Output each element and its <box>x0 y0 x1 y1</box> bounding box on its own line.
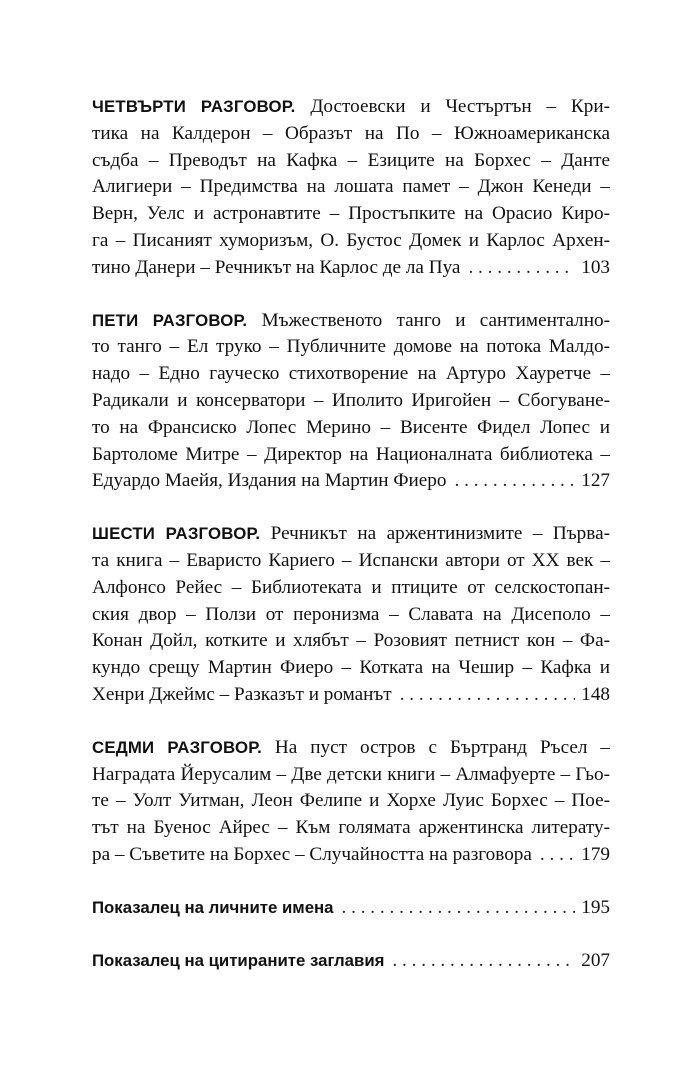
toc-entry-index-titles[interactable] <box>92 948 610 975</box>
toc-line: тът на Буенос Айрес – Към голямата аржентинска литерату- <box>92 817 610 839</box>
toc-entry-sixth-conversation[interactable] <box>92 521 610 709</box>
toc-entry-seventh-conversation[interactable] <box>92 735 610 869</box>
dot-leader <box>400 682 576 709</box>
toc-line: съдба – Преводът на Кафка – Езиците на Борхес – Данте <box>92 149 610 171</box>
toc-line: На пуст остров с Бъртранд Ръсел – <box>261 736 610 758</box>
toc-line: Едуардо Маейя, Издания на Мартин Фиеро <box>92 470 447 492</box>
toc-last-line <box>92 682 610 709</box>
index-title: Показалец на личните имена <box>92 897 334 917</box>
toc-last-line <box>92 255 610 282</box>
toc-entry-fifth-conversation[interactable] <box>92 308 610 496</box>
section-heading: ШЕСТИ РАЗГОВОР. <box>92 524 261 544</box>
toc-line: та книга – Еваристо Кариего – Испански автори от ХХ век – <box>92 549 610 571</box>
dot-leader <box>540 842 575 869</box>
toc-first-line <box>92 94 610 121</box>
toc-line: Конан Дойл, котките и хлябът – Розовият петнист кон – Фа- <box>92 630 610 652</box>
toc-line: Алфонсо Рейес – Библиотеката и птиците от селскостопан- <box>92 576 610 598</box>
toc-line: кундо срещу Мартин Фиеро – Котката на Чешир – Кафка и <box>92 657 610 679</box>
page-number: 179 <box>581 843 610 865</box>
toc-last-line <box>92 842 610 869</box>
toc-line: то танго – Ел труко – Публичните домове на потока Малдо- <box>92 336 610 358</box>
dot-leader <box>392 948 575 975</box>
page-number: 127 <box>581 470 610 492</box>
dot-leader <box>455 468 576 495</box>
toc-index-line <box>92 895 610 922</box>
toc-line: ра – Съветите на Борхес – Случайността на разговора <box>92 843 532 865</box>
toc-line: Алигиери – Предимства на лошата памет – Джон Кенеди – <box>92 176 610 198</box>
page-number: 103 <box>581 256 610 278</box>
toc-last-line <box>92 468 610 495</box>
dot-leader <box>468 255 575 282</box>
toc-line: тино Данери – Речникът на Карлос де ла Пуа <box>92 256 461 278</box>
toc-line: га – Писаният хуморизъм, О. Бустос Домек и Карлос Архен- <box>92 229 610 251</box>
toc-line: Речникът на аржентинизмите – Първа- <box>260 523 610 545</box>
section-heading: ПЕТИ РАЗГОВОР. <box>92 310 248 330</box>
toc-line: Радикали и консерватори – Иполито Иригойен – Сбогуване- <box>92 389 610 411</box>
toc-line: Мъжественото танго и сантиментално- <box>247 309 610 331</box>
index-title: Показалец на цитираните заглавия <box>92 950 385 970</box>
section-heading: ЧЕТВЪРТИ РАЗГОВОР. <box>92 97 296 116</box>
toc-line: Наградата Йерусалим – Две детски книги – Алмафуерте – Гьо- <box>92 763 610 785</box>
toc-index-line <box>92 948 610 975</box>
page-number: 148 <box>581 683 610 705</box>
toc-line: надо – Едно гауческо стихотворение на Артуро Хауретче – <box>92 363 610 385</box>
toc-line: то на Франсиско Лопес Мерино – Висенте Фидел Лопес и <box>92 416 610 438</box>
dot-leader <box>342 895 576 922</box>
toc-line: Верн, Уелс и астронавтите – Простъпките на Орасио Киро- <box>92 203 610 225</box>
toc-line: Бартоломе Митре – Директор на Националната библиотека – <box>92 443 610 465</box>
toc-line: Достоевски и Честъртън – Кри- <box>295 96 610 117</box>
section-heading: СЕДМИ РАЗГОВОР. <box>92 737 262 757</box>
toc-first-line <box>92 521 610 548</box>
toc-line: тика на Калдерон – Образът на По – Южноамериканска <box>92 122 610 144</box>
page-number: 195 <box>581 896 610 918</box>
toc-line: Хенри Джеймс – Разказът и романът <box>92 683 392 705</box>
toc-first-line <box>92 308 610 335</box>
toc-first-line <box>92 735 610 762</box>
page-number: 207 <box>581 949 610 971</box>
toc-line: те – Уолт Уитман, Леон Фелипе и Хорхе Луис Борхес – Пое- <box>92 790 610 812</box>
toc-line: ския двор – Ползи от перонизма – Славата на Дисеполо – <box>92 603 610 625</box>
toc-entry-index-names[interactable] <box>92 895 610 922</box>
table-of-contents <box>92 94 610 974</box>
toc-entry-fourth-conversation[interactable] <box>92 94 610 282</box>
